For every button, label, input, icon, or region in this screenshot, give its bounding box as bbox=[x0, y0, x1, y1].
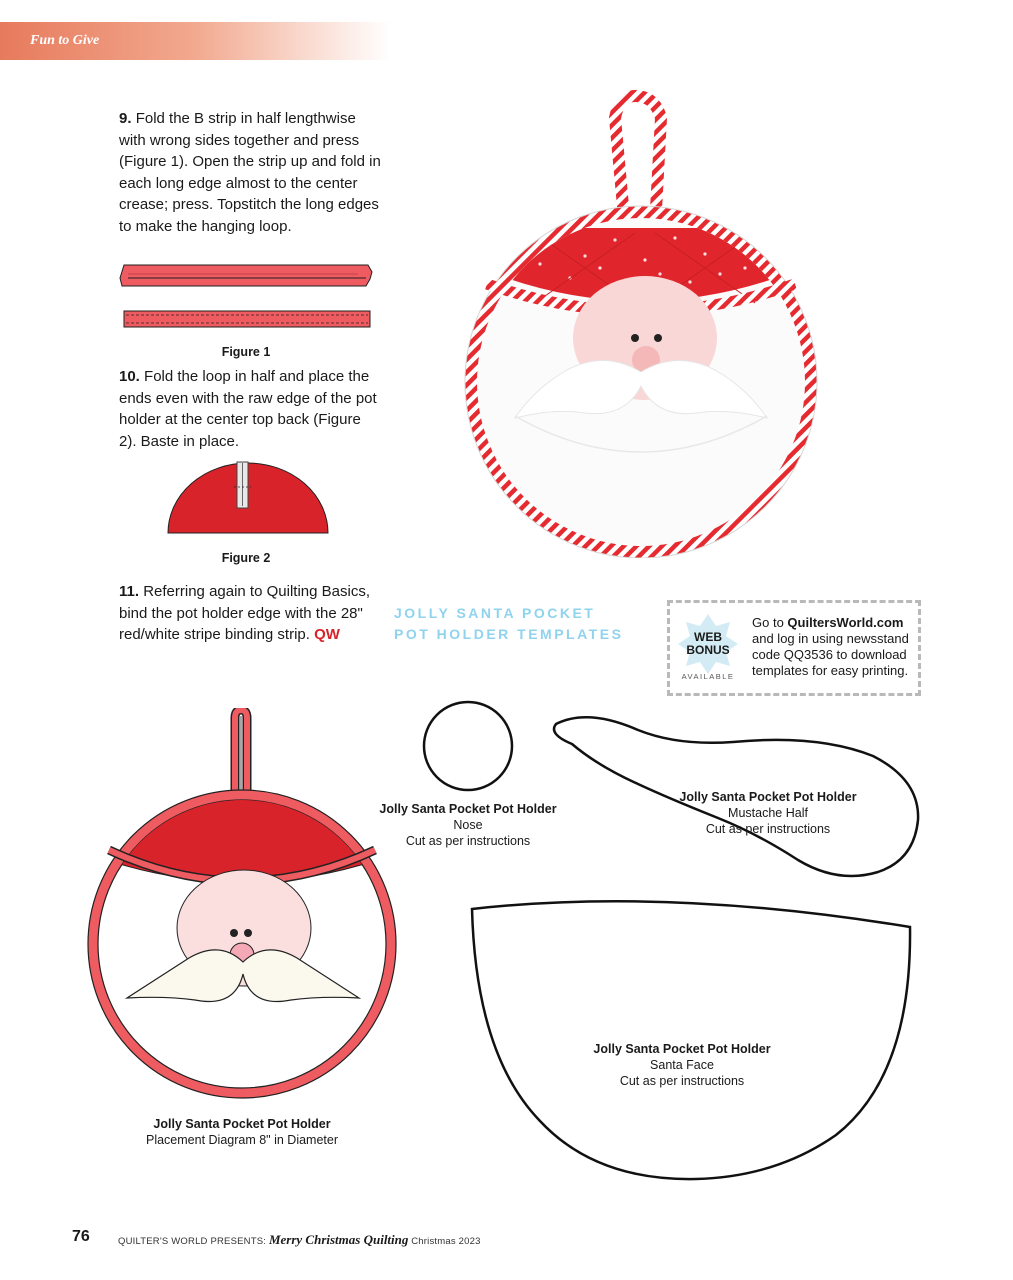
section-title: Fun to Give bbox=[30, 33, 100, 48]
step-text: Fold the loop in half and place the ends even with the raw edge of the pot holder at the center top back (Figure 2). Baste in place. bbox=[119, 368, 377, 450]
figure-2-loop-diagram bbox=[166, 460, 330, 536]
footer-issue: Christmas 2023 bbox=[411, 1236, 481, 1247]
nose-note: Cut as per instructions bbox=[405, 834, 531, 848]
face-template-label bbox=[574, 1041, 790, 1089]
face-part: Santa Face bbox=[650, 1058, 714, 1072]
page-number: 76 bbox=[72, 1228, 90, 1245]
badge-line-2: BONUS bbox=[686, 643, 730, 657]
pot-holder-photo bbox=[455, 88, 835, 558]
web-bonus-badge bbox=[676, 612, 740, 682]
step-11 bbox=[119, 581, 381, 646]
footer-magazine: Merry Christmas Quilting bbox=[268, 1232, 409, 1247]
qw-end-mark: QW bbox=[314, 626, 340, 643]
templates-title-line-2: POT HOLDER TEMPLATES bbox=[394, 626, 624, 642]
templates-title bbox=[394, 603, 623, 645]
step-10 bbox=[119, 366, 381, 452]
placement-diagram bbox=[85, 708, 405, 1108]
figure-2-label: Figure 2 bbox=[221, 551, 271, 565]
placement-part: Placement Diagram 8" in Diameter bbox=[145, 1133, 338, 1147]
mustache-title: Jolly Santa Pocket Pot Holder bbox=[679, 790, 857, 804]
templates-title-line-1: JOLLY SANTA POCKET bbox=[394, 605, 596, 621]
mustache-part: Mustache Half bbox=[728, 806, 808, 820]
placement-diagram-label bbox=[120, 1116, 364, 1148]
mustache-note: Cut as per instructions bbox=[705, 822, 831, 836]
face-note: Cut as per instructions bbox=[619, 1074, 745, 1088]
badge-line-3: AVAILABLE bbox=[681, 672, 735, 681]
badge-line-1: WEB bbox=[694, 630, 722, 644]
web-bonus-text bbox=[752, 615, 920, 679]
footer-prefix: QUILTER'S WORLD PRESENTS: bbox=[118, 1236, 267, 1247]
face-title: Jolly Santa Pocket Pot Holder bbox=[593, 1042, 771, 1056]
step-text: Referring again to Quilting Basics, bind the pot holder edge with the 28" red/white stripe binding strip. bbox=[119, 583, 370, 643]
nose-title: Jolly Santa Pocket Pot Holder bbox=[379, 802, 557, 816]
placement-title: Jolly Santa Pocket Pot Holder bbox=[153, 1117, 331, 1131]
nose-part: Nose bbox=[453, 818, 483, 832]
step-9 bbox=[119, 108, 381, 237]
mustache-template-label bbox=[660, 789, 876, 837]
website-link[interactable]: QuiltersWorld.com bbox=[787, 615, 904, 630]
footer-text bbox=[118, 1232, 481, 1248]
step-number: 10. bbox=[119, 368, 140, 385]
figure-1-label: Figure 1 bbox=[221, 345, 271, 359]
nose-template-shape bbox=[420, 698, 520, 798]
step-number: 9. bbox=[119, 110, 132, 127]
figure-1-strip-diagram bbox=[118, 260, 378, 336]
web-bonus-instructions: and log in using newsstand code QQ3536 to download templates for easy printing. bbox=[752, 631, 909, 678]
go-to-text: Go to bbox=[752, 615, 784, 630]
step-text: Fold the B strip in half lengthwise with wrong sides together and press (Figure 1). Open the strip up and fold in each long edge almost to the center crease; press. Topstitch the long edges to make the hanging loop. bbox=[119, 110, 381, 235]
step-number: 11. bbox=[119, 583, 140, 600]
